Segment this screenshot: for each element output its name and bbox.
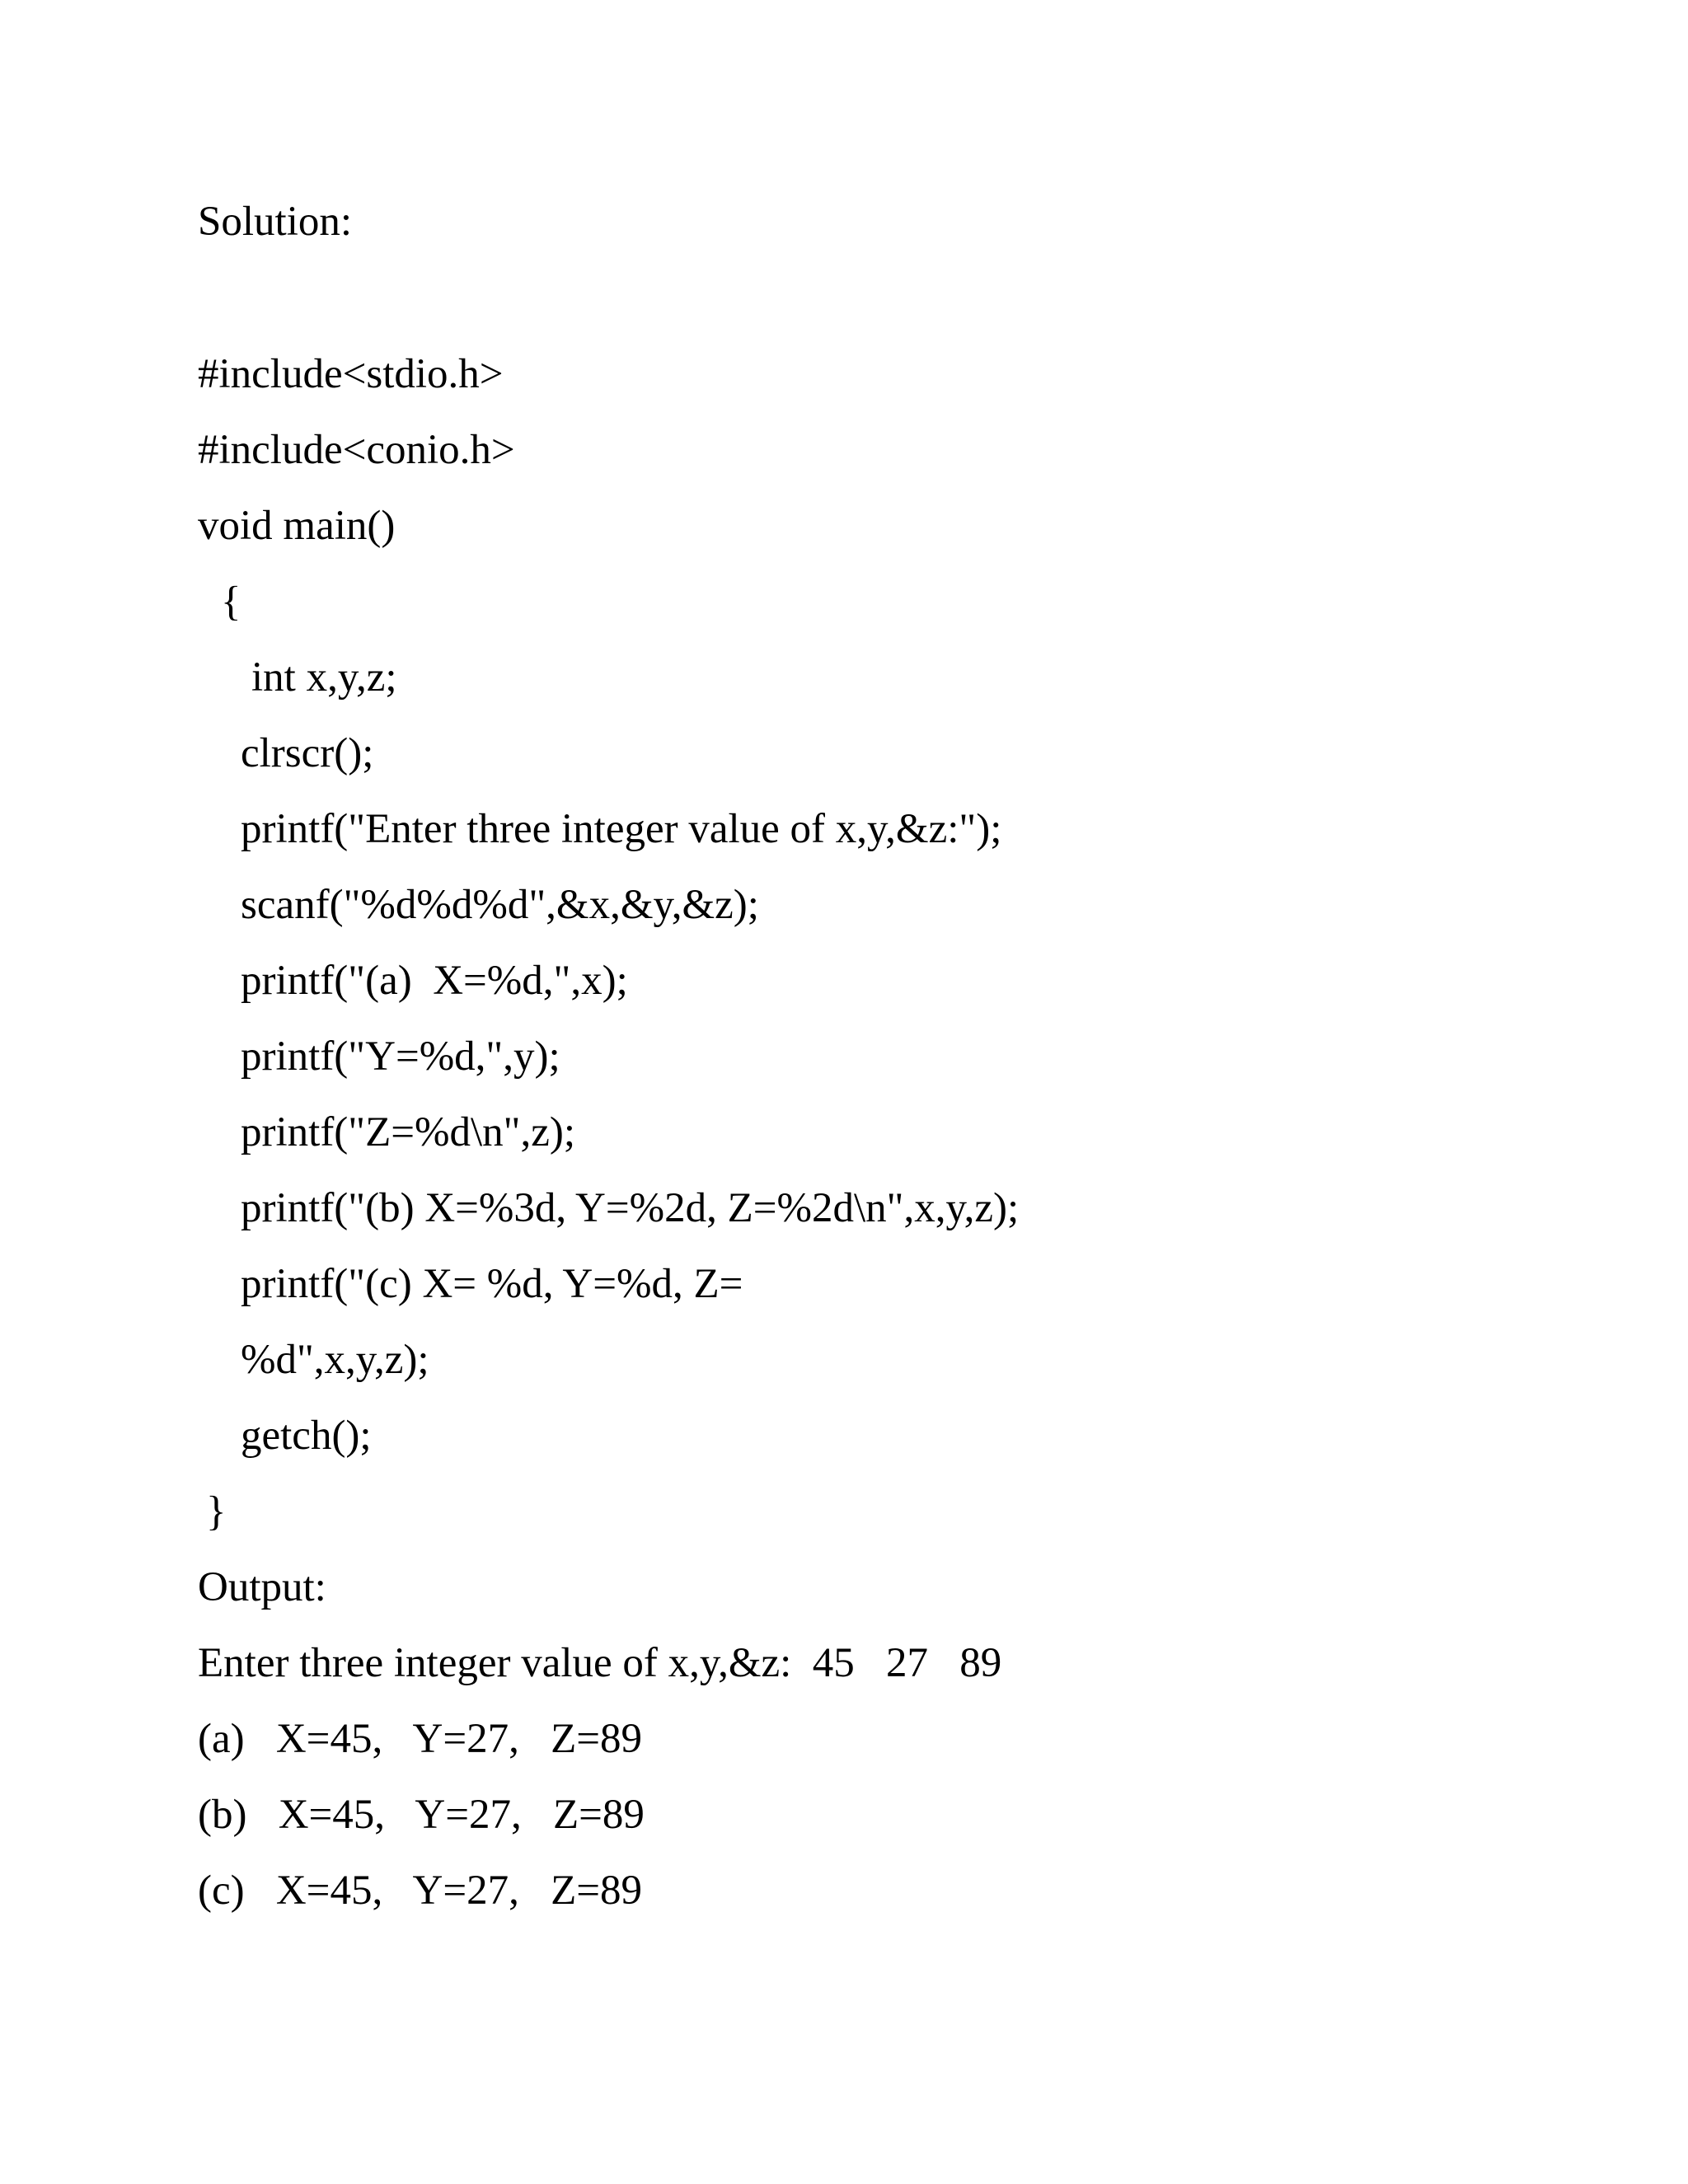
code-line: getch(); — [241, 1413, 372, 1459]
output-heading: Output: — [198, 1564, 326, 1610]
code-line: void main() — [198, 503, 396, 549]
code-line: printf("(c) X= %d, Y=%d, Z= — [241, 1261, 743, 1307]
output-line: Enter three integer value of x,y,&z: 45 27 89 — [198, 1640, 1002, 1686]
code-line: printf("Y=%d,",y); — [241, 1033, 560, 1080]
code-line: #include<conio.h> — [198, 427, 515, 473]
code-line: { — [221, 579, 241, 625]
code-line: scanf("%d%d%d",&x,&y,&z); — [241, 882, 759, 928]
code-line: printf("(a) X=%d,",x); — [241, 958, 628, 1004]
solution-heading: Solution: — [198, 199, 353, 245]
code-line: } — [206, 1488, 227, 1535]
code-line: printf("(b) X=%3d, Y=%2d, Z=%2d\n",x,y,z); — [241, 1185, 1020, 1231]
code-line: %d",x,y,z); — [241, 1337, 429, 1383]
code-line: printf("Z=%d\n",z); — [241, 1109, 576, 1155]
output-line: (b) X=45, Y=27, Z=89 — [198, 1792, 645, 1838]
output-line: (c) X=45, Y=27, Z=89 — [198, 1868, 643, 1914]
code-line: clrscr(); — [241, 730, 374, 776]
code-line: #include<stdio.h> — [198, 351, 504, 397]
output-line: (a) X=45, Y=27, Z=89 — [198, 1716, 643, 1762]
code-line: printf("Enter three integer value of x,y,&z:"); — [241, 806, 1002, 852]
code-line: int x,y,z; — [251, 654, 397, 701]
